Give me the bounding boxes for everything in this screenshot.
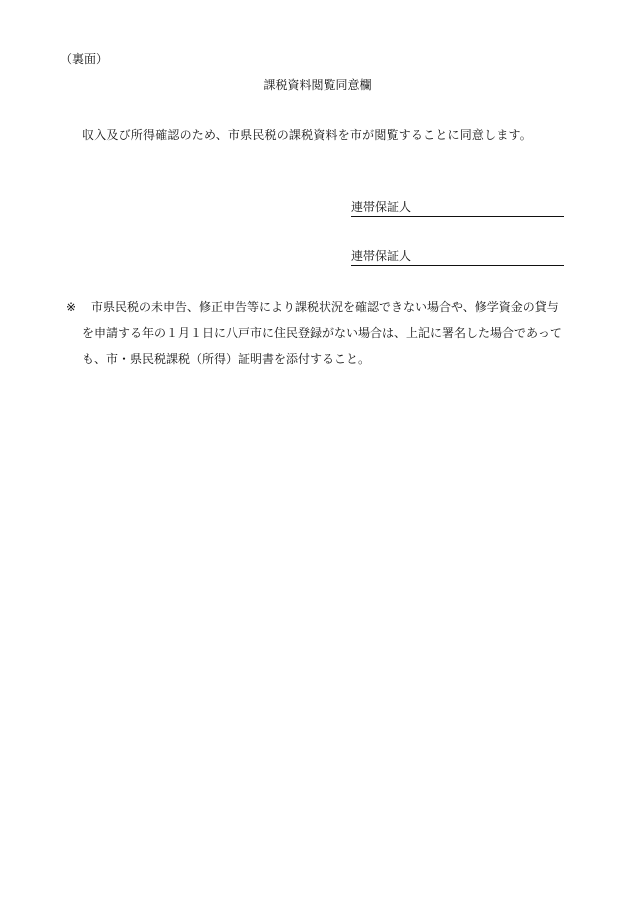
note-mark: ※ [66,300,77,314]
note-text [82,299,582,377]
guarantor-signature-field-2[interactable] [351,248,564,266]
guarantor-signature-label-2: 連帯保証人 [351,249,412,263]
note-line-1: 市県民税の未申告、修正申告等により課税状況を確認できない場合や、修学資金の貸与 [91,300,559,314]
page-side-label: （裏面） [60,52,109,66]
note-line-3: も、市・県民税課税（所得）証明書を添付すること。 [82,352,371,366]
note-line-2: を申請する年の１月１日に八戸市に住民登録がない場合は、上記に署名した場合であって [82,326,562,340]
guarantor-signature-field-1[interactable] [351,199,564,217]
consent-statement: 収入及び所得確認のため、市県民税の課税資料を市が閲覧することに同意します。 [82,128,532,142]
guarantor-signature-label-1: 連帯保証人 [351,200,412,214]
page-title: 課税資料閲覧同意欄 [263,78,372,92]
